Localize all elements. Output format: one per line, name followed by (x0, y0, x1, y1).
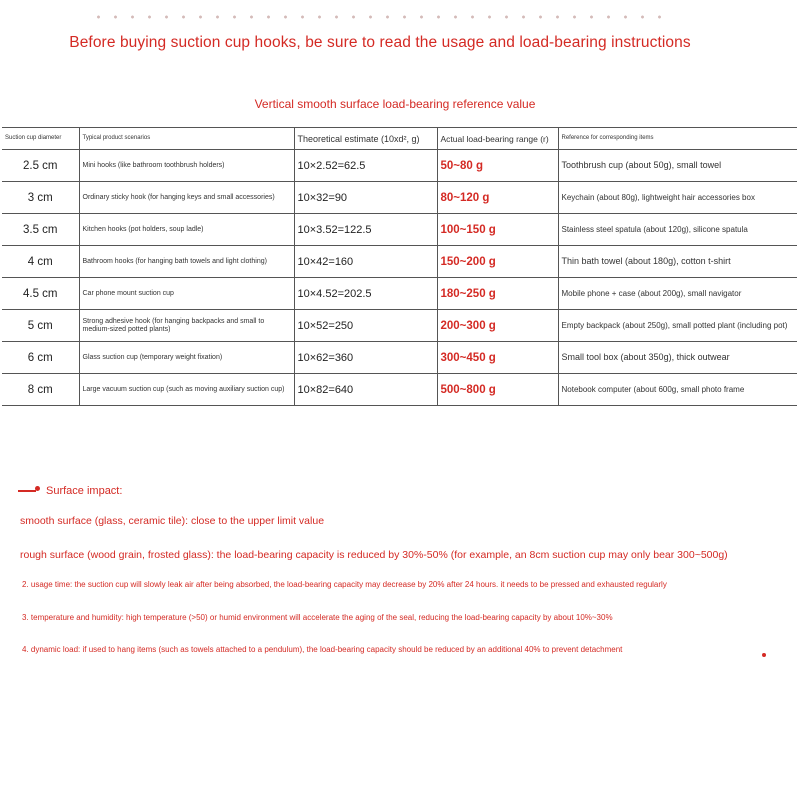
cell-scenario: Ordinary sticky hook (for hanging keys and small accessories) (79, 182, 294, 214)
dash-icon (18, 490, 36, 492)
cell-diameter: 5 cm (2, 310, 79, 342)
top-dotted-decoration (90, 14, 670, 20)
table-row (2, 182, 797, 214)
cell-scenario: Glass suction cup (temporary weight fixation) (79, 342, 294, 374)
cell-estimate: 10×2.52=62.5 (294, 150, 437, 182)
cell-diameter: 2.5 cm (2, 150, 79, 182)
cell-scenario: Mini hooks (like bathroom toothbrush holders) (79, 150, 294, 182)
cell-estimate: 10×82=640 (294, 374, 437, 406)
table-row (2, 374, 797, 406)
cell-reference: Notebook computer (about 600g, small photo frame (558, 374, 797, 406)
cell-range: 80~120 g (437, 182, 558, 214)
cell-scenario: Bathroom hooks (for hanging bath towels and light clothing) (79, 246, 294, 278)
table-row (2, 310, 797, 342)
cell-range: 180~250 g (437, 278, 558, 310)
cell-range: 300~450 g (437, 342, 558, 374)
cell-estimate: 10×3.52=122.5 (294, 214, 437, 246)
note-item: 4. dynamic load: if used to hang items (such as towels attached to a pendulum), the load-bearing capacity should be reduced by an additional 40% to prevent detachment (22, 645, 623, 654)
header-diameter: Suction cup diameter (2, 128, 79, 150)
header-range: Actual load-bearing range (r) (437, 128, 558, 150)
cell-reference: Small tool box (about 350g), thick outwear (558, 342, 797, 374)
cell-diameter: 8 cm (2, 374, 79, 406)
cell-reference: Toothbrush cup (about 50g), small towel (558, 150, 797, 182)
cell-scenario: Kitchen hooks (pot holders, soup ladle) (79, 214, 294, 246)
cell-reference: Thin bath towel (about 180g), cotton t-shirt (558, 246, 797, 278)
bullet-dot-icon (35, 486, 40, 491)
cell-reference: Keychain (about 80g), lightweight hair accessories box (558, 182, 797, 214)
cell-range: 200~300 g (437, 310, 558, 342)
cell-estimate: 10×42=160 (294, 246, 437, 278)
table-row (2, 150, 797, 182)
header-estimate: Theoretical estimate (10xd², g) (294, 128, 437, 150)
cell-diameter: 4.5 cm (2, 278, 79, 310)
table-header-row (2, 128, 797, 150)
cell-estimate: 10×62=360 (294, 342, 437, 374)
red-dot-marker (762, 653, 766, 657)
note-item: 3. temperature and humidity: high temperature (>50) or humid environment will accelerate the aging of the seal, reducing the load-bearing capacity by about 10%~30% (22, 613, 613, 622)
cell-estimate: 10×52=250 (294, 310, 437, 342)
cell-diameter: 3.5 cm (2, 214, 79, 246)
table-title: Vertical smooth surface load-bearing reference value (254, 97, 536, 111)
table-row (2, 246, 797, 278)
cell-diameter: 6 cm (2, 342, 79, 374)
cell-estimate: 10×32=90 (294, 182, 437, 214)
cell-range: 150~200 g (437, 246, 558, 278)
table-row (2, 214, 797, 246)
cell-reference: Mobile phone + case (about 200g), small navigator (558, 278, 797, 310)
cell-scenario: Strong adhesive hook (for hanging backpacks and small to medium-sized potted plants) (79, 310, 294, 342)
header-scenario: Typical product scenarios (79, 128, 294, 150)
cell-range: 50~80 g (437, 150, 558, 182)
notes-heading (18, 485, 122, 497)
header-reference: Reference for corresponding items (558, 128, 797, 150)
table-row (2, 342, 797, 374)
cell-reference: Empty backpack (about 250g), small potted plant (including pot) (558, 310, 797, 342)
cell-diameter: 3 cm (2, 182, 79, 214)
cell-scenario: Large vacuum suction cup (such as moving auxiliary suction cup) (79, 374, 294, 406)
cell-estimate: 10×4.52=202.5 (294, 278, 437, 310)
note-item: rough surface (wood grain, frosted glass): the load-bearing capacity is reduced by 30%-50% (for example, an 8cm suction cup may only bear 300~500g) (20, 549, 728, 561)
notes-heading-text: Surface impact: (46, 485, 123, 497)
page-title: Before buying suction cup hooks, be sure to read the usage and load-bearing instructions (69, 34, 691, 51)
note-item: smooth surface (glass, ceramic tile): close to the upper limit value (20, 515, 325, 527)
table-row (2, 278, 797, 310)
note-item: 2. usage time: the suction cup will slowly leak air after being absorbed, the load-bearing capacity may decrease by 20% after 24 hours. it needs to be pressed and exhausted regularly (22, 580, 667, 589)
cell-range: 500~800 g (437, 374, 558, 406)
load-bearing-table (2, 127, 797, 406)
cell-range: 100~150 g (437, 214, 558, 246)
cell-reference: Stainless steel spatula (about 120g), silicone spatula (558, 214, 797, 246)
cell-diameter: 4 cm (2, 246, 79, 278)
cell-scenario: Car phone mount suction cup (79, 278, 294, 310)
